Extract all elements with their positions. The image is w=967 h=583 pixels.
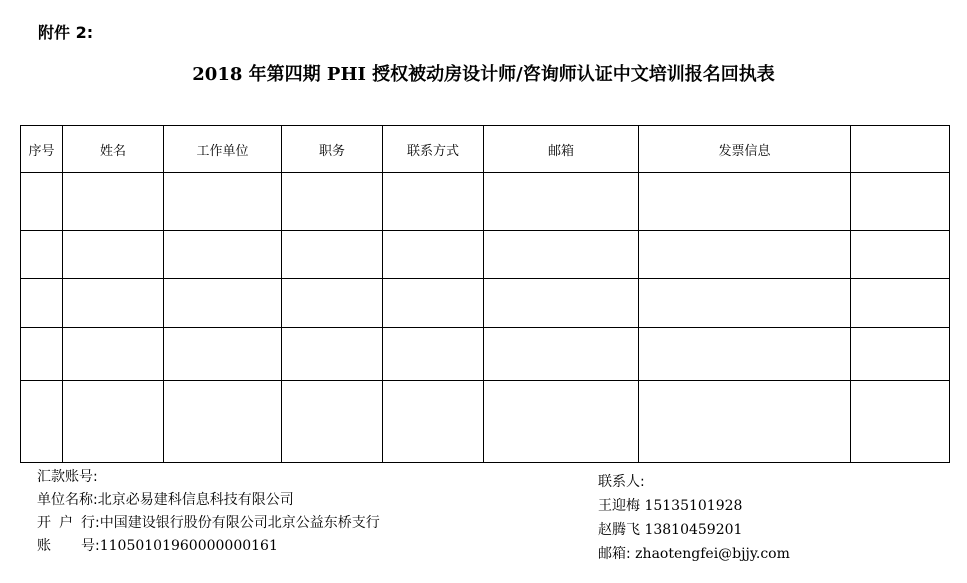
table-cell[interactable] bbox=[164, 173, 282, 231]
table-cell[interactable] bbox=[63, 231, 164, 279]
table-cell[interactable] bbox=[164, 279, 282, 328]
header-position: 职务 bbox=[282, 126, 383, 173]
table-cell[interactable] bbox=[164, 381, 282, 463]
table-cell[interactable] bbox=[383, 173, 484, 231]
table-header-row bbox=[21, 126, 950, 173]
unit-name-label: 单位名称: bbox=[37, 492, 98, 508]
contact-phone: 15135101928 bbox=[644, 498, 743, 514]
remittance-heading: 汇款账号: bbox=[37, 469, 98, 485]
table-cell[interactable] bbox=[383, 231, 484, 279]
header-email: 邮箱 bbox=[484, 126, 639, 173]
header-invoice-info: 发票信息 bbox=[639, 126, 851, 173]
email-label: 邮箱: bbox=[598, 546, 631, 562]
email-value[interactable]: zhaotengfei@bjjy.com bbox=[635, 546, 790, 562]
table-cell[interactable] bbox=[851, 381, 950, 463]
header-contact: 联系方式 bbox=[383, 126, 484, 173]
table-row bbox=[21, 173, 950, 231]
table-cell[interactable] bbox=[21, 231, 63, 279]
header-serial-number: 序号 bbox=[21, 126, 63, 173]
table-row bbox=[21, 279, 950, 328]
table-row bbox=[21, 381, 950, 463]
contact-name: 王迎梅 bbox=[598, 498, 640, 514]
table-cell[interactable] bbox=[484, 279, 639, 328]
bank-value: 中国建设银行股份有限公司北京公益东桥支行 bbox=[99, 515, 380, 531]
table-cell[interactable] bbox=[63, 173, 164, 231]
table-cell[interactable] bbox=[21, 173, 63, 231]
bank-label-part: 开 bbox=[37, 515, 51, 531]
bank-line bbox=[37, 512, 380, 535]
table-cell[interactable] bbox=[63, 279, 164, 328]
contact-block bbox=[598, 470, 790, 566]
table-cell[interactable] bbox=[639, 279, 851, 328]
unit-name-line bbox=[37, 489, 380, 512]
table-cell[interactable] bbox=[639, 231, 851, 279]
table-cell[interactable] bbox=[282, 381, 383, 463]
table-cell[interactable] bbox=[851, 173, 950, 231]
contact-person-1 bbox=[598, 494, 790, 518]
header-work-unit: 工作单位 bbox=[164, 126, 282, 173]
registration-table bbox=[20, 125, 950, 463]
contact-heading: 联系人: bbox=[598, 474, 645, 490]
remittance-block bbox=[37, 466, 380, 558]
unit-name-value: 北京必易建科信息科技有限公司 bbox=[97, 492, 294, 508]
account-label-part: 账 bbox=[37, 538, 51, 554]
account-line bbox=[37, 535, 380, 558]
contact-email-line bbox=[598, 542, 790, 566]
table-cell[interactable] bbox=[164, 231, 282, 279]
header-extra bbox=[851, 126, 950, 173]
table-cell[interactable] bbox=[851, 231, 950, 279]
bank-label-part: 户 bbox=[59, 515, 73, 531]
bank-label-part: 行: bbox=[81, 515, 100, 531]
attachment-label: 附件 2: bbox=[38, 23, 94, 42]
table-cell[interactable] bbox=[383, 328, 484, 381]
table-cell[interactable] bbox=[63, 381, 164, 463]
table-cell[interactable] bbox=[282, 231, 383, 279]
table-cell[interactable] bbox=[639, 328, 851, 381]
contact-person-2 bbox=[598, 518, 790, 542]
table-cell[interactable] bbox=[484, 231, 639, 279]
table-cell[interactable] bbox=[851, 328, 950, 381]
table-cell[interactable] bbox=[484, 381, 639, 463]
table-cell[interactable] bbox=[21, 328, 63, 381]
form-title: 2018 年第四期 PHI 授权被动房设计师/咨询师认证中文培训报名回执表 bbox=[192, 64, 775, 85]
account-label-part: 号: bbox=[81, 538, 100, 554]
table-row bbox=[21, 328, 950, 381]
contact-name: 赵腾飞 bbox=[598, 522, 640, 538]
table-cell[interactable] bbox=[639, 381, 851, 463]
table-cell[interactable] bbox=[639, 173, 851, 231]
header-name: 姓名 bbox=[63, 126, 164, 173]
table-cell[interactable] bbox=[282, 328, 383, 381]
table-cell[interactable] bbox=[164, 328, 282, 381]
table-cell[interactable] bbox=[383, 279, 484, 328]
table-cell[interactable] bbox=[484, 173, 639, 231]
table-cell[interactable] bbox=[484, 328, 639, 381]
table-cell[interactable] bbox=[282, 279, 383, 328]
table-cell[interactable] bbox=[21, 381, 63, 463]
table-row bbox=[21, 231, 950, 279]
table-cell[interactable] bbox=[851, 279, 950, 328]
table-cell[interactable] bbox=[282, 173, 383, 231]
table-cell[interactable] bbox=[383, 381, 484, 463]
account-value: 11050101960000000161 bbox=[99, 538, 278, 554]
table-cell[interactable] bbox=[21, 279, 63, 328]
contact-phone: 13810459201 bbox=[644, 522, 743, 538]
table-cell[interactable] bbox=[63, 328, 164, 381]
